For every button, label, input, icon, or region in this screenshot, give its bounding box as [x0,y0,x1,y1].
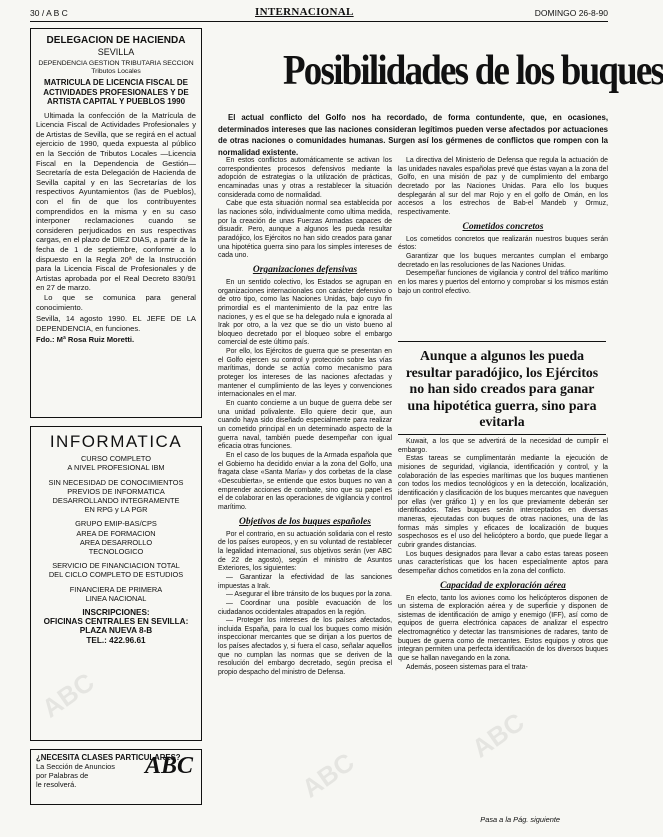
paragraph: En estos conflictos automáticamente se activan los correspondientes procesos defensivos mediante la adopción de estrategias o la utilización de prácticas, encaminadas unas y otras a restablecer la situación considerada como de normalidad. [218,157,392,199]
ad-line: TECNOLOGICO [88,547,144,557]
ad-line: LINEA NACIONAL [85,593,147,603]
paragraph: — Garantizar la efectividad de las sanciones impuestas a Irak. [218,573,392,590]
section-heading: Organizaciones defensivas [252,264,358,275]
page-date: DOMINGO 26-8-90 [534,8,608,18]
ad-line: PREVIOS DE INFORMATICA [67,486,165,496]
section-heading: Capacidad de exploración aérea [440,580,566,591]
paragraph: Los buques designados para llevar a cabo estas tareas poseen unas características que los hacen especialmente aptos para desempeñar dichos cometidos en la zona del conflicto. [398,550,608,575]
ad-line: AREA DESARROLLO [79,537,153,547]
paragraph: Por ello, los Ejércitos de guerra que se presentan en el Golfo ejercen su control y protección sobre las vías marítimas, donde se actúa como mecanismo para proteger los intereses de las naciones afectadas y mantener el cumplimiento de las leyes y convenciones internacionales en el mar. [218,348,392,399]
notice-subheading: DEPENDENCIA GESTION TRIBUTARIA SECCION Tributos Locales [38,60,194,76]
header-rule [30,21,608,22]
paragraph: Estas tareas se cumplimentarán mediante la ejecución de misiones de seguridad, vigilancia, identificación y control, y la colaboración de las especies marítimas que los buques mantienen con todos los medios tecnológicos y en la detección, localización, identificación y clasificación de los buques mercantes que naveguen por ellas (ver gráfico 1) y en los que previamente deberán ser identificados. Tales buques serán interceptados en diversas maneras, ejecutadas con buques de otras naciones, una de las formas más simples y eficaces de localización de buques sospechosos es el uso del helicóptero a bordo, que puede llegar a cubrir grandes distancias. [398,455,608,549]
clasificados-line3: por Palabras de [36,771,89,780]
ad-line: SIN NECESIDAD DE CONOCIMIENTOS [48,477,184,487]
notice-signer: Fdo.: Mª Rosa Ruiz Moretti. [36,335,135,345]
paragraph: Además, poseen sistemas para el trata- [406,663,528,671]
paragraph: En un sentido colectivo, los Estados se agrupan en organizaciones internacionales con carácter defensivo o de otro tipo, como las Naciones Unidas, bajo cuyo fin primordial es el mantenimiento de la paz entre las naciones, y es el que se ha delegado nula e ignorada al Irak por otro, a la vez que se dio un visto bueno al bloqueo decretado por el bloqueo sobre el embargo comercial de este último país. [218,278,392,347]
section-heading: Objetivos de los buques españoles [239,516,371,527]
continued-note: Pasa a la Pág. siguiente [480,815,560,824]
section-heading: Cometidos concretos [462,221,544,232]
notice-heading: MATRICULA DE LICENCIA FISCAL DE ACTIVIDADES PROFESIONALES Y DE ARTISTA CAPITAL Y PUEBLOS 1990 [43,78,189,107]
ad-line: GRUPO EMIP-BAS/CPS [75,519,157,529]
notice-signature: Sevilla, 14 agosto 1990. EL JEFE DE LA DEPENDENCIA, en funciones. [36,314,196,333]
paragraph: Por el contrario, en su actuación solidaria con el resto de los países europeos, y en su voluntad de restablecer la legalidad internacional, sus objetivos serán (ver ABC de 22 de agosto), según el ministro de Asuntos Exteriores, los siguientes: [218,530,392,573]
ad-line: DEL CICLO COMPLETO DE ESTUDIOS [48,570,184,580]
phone: TEL.: 422.96.61 [86,635,146,645]
informatica-ad [30,426,202,741]
notice-closing: Lo que se comunica para general conocimiento. [36,292,196,312]
watermark: ABC [36,666,100,724]
clasificados-line2: La Sección de Anuncios [36,762,115,771]
hacienda-notice [30,28,202,418]
ad-line: A NIVEL PROFESIONAL IBM [67,463,165,473]
notice-body: Ultimada la confección de la Matrícula de Licencia Fiscal de Actividades Profesionales y de Artistas de Sevilla, que se regirá en el actual ejercicio de 1990, queda expuesta al público en la Sección de Tributos Locales —Licencia Fiscal en la Dependencia de Gestión— Secretaría de esta Delegación de Hacienda de Sevilla capital y en las Secretarías de los respectivos Ayuntamientos (las de Pueblos), con el fin de que los contribuyentes comprendidos en la misma y en su caso interponer reclamaciones cuando se consideren perjudicados en sus respectivas cargas, en el plazo de DIEZ DIAS, a partir de la fecha de 1 de septiembre, conforme a lo dispuesto en la Regla 20ª de la Instrucción para la Licencia Fiscal de Profesionales y de Artistas aprobada por el Real Decreto 830/91 en 27 de marzo. [36,110,196,293]
ad-line: DESARROLLANDO INTEGRAMENTE [52,496,180,506]
paragraph: La directiva del Ministerio de Defensa que regula la actuación de las unidades navales españolas prevé que éstas vayan a la zona del Golfo, en una misión de paz y de cumplimiento del embargo decretado por las Naciones Unidas. Para ello los buques desplegarán al sur del mar Rojo y en el golfo de Omán, en los accesos a los estrechos de Bab-el Mandeb y Ormuz, respectivamente. [398,157,608,216]
paragraph: Los cometidos concretos que realizarán nuestros buques serán éstos: [398,235,608,252]
page-header [30,6,608,20]
article-lead: El actual conflicto del Golfo nos ha recordado, de forma contundente, que, en ocasiones, determinados intereses que las naciones consideran legítimos pueden verse afectados por actuaciones de otras naciones o comunidades humanas. Surgen así los gérmenes de conflictos que rompen con la normalidad existente. [218,113,608,157]
informatica-title: INFORMATICA [49,432,183,451]
inscriptions-label: INSCRIPCIONES: [82,608,150,618]
paragraph: En efecto, tanto los aviones como los helicópteros disponen de un sistema de exploración aérea y de superficie y disponen de sistemas de identificación de amigo y enemigo (IFF), así como de equipos de guerra electrónica capaces de analizar el espectro electromagnético y detectar las transmisiones de radares, tanto de buques de guerra como de mercantes. Estos equipos y otros que integran permiten una perfecta identificación de los diversos buques que se hallan navegando en la zona. [398,594,608,663]
paragraph: — Asegurar el libre tránsito de los buques por la zona. [226,591,392,599]
section-title: INTERNACIONAL [255,6,354,18]
ad-line: EN RPG y LA PGR [84,505,148,515]
paragraph: Garantizar que los buques mercantes cumplan el embargo decretado en las resoluciones de las Naciones Unidas. [398,252,608,269]
clasificados-line1: ¿NECESITA CLASES PARTICULARES? [36,753,181,762]
paragraph: Desempeñar funciones de vigilancia y control del tráfico marítimo en los mares y puertos del entorno y comprobar si los mismos están bajo un control efectivo. [398,270,608,295]
article-column-2-top [398,157,608,337]
notice-city: SEVILLA [97,46,135,57]
offices-label: OFICINAS CENTRALES EN SEVILLA: [43,617,189,627]
ad-line: AREA DE FORMACION [76,528,156,538]
paragraph: En el caso de los buques de la Armada española que el Gobierno ha decidido enviar a la zona del Golfo, una fragata clase «Santa María» y dos corbetas de la clase «Descubierta», se entiende que estos buques no van a emprender acciones de combate, sino que su papel es el de colaborar en las operaciones de vigilancia y control marítimo. [218,452,392,511]
watermark: ABC [296,746,360,804]
abc-logo: ABC [144,753,193,779]
article-headline: Posibilidades de los buques [283,47,663,95]
paragraph: Cabe que esta situación normal sea establecida por las naciones sólo, individualmente como ultima medida, por la creación de unas Fuerzas Armadas capaces de disuadir. Pero, aunque a algunos les pueda resultar paradójico, los Ejércitos no han sido creados para ganar una hipotética guerra sino para los simples intereses de cada uno. [218,200,392,260]
left-column [30,28,202,805]
ad-line: FINANCIERA DE PRIMERA [69,584,163,594]
informatica-lines [36,454,196,603]
article-column-1 [218,157,392,817]
ad-line: CURSO COMPLETO [80,454,152,464]
page-label: 30 / A B C [30,8,68,18]
article-column-2-bottom [398,438,608,818]
paragraph: — Proteger los intereses de los países afectados, incluida España, para lo cual los buques como misión inspeccionar mercantes que se dirijan a los puertos de los países afectados y, si fuera el caso, señalar aquellos que no cumplan las normas que se deriven de la resolución del embargo decretado, según precisa el propio despacho del ministro de Defensa. [218,617,392,677]
paragraph: En cuanto concierne a un buque de guerra debe ser una unidad polivalente. Ello quiere decir que, aun cuando haya sido diseñado especialmente para realizar un cometido principal en un determinado aspecto de la guerra naval, también puede desempeñar con igual eficacia otras funciones. [218,400,392,451]
address: PLAZA NUEVA 8-B [79,626,153,636]
clasificados-line4: le resolverá. [36,780,77,789]
ad-line: SERVICIO DE FINANCIACION TOTAL [52,561,180,571]
notice-title: DELEGACION DE HACIENDA [46,35,186,46]
paragraph: Kuwait, a los que se advertirá de la necesidad de cumplir el embargo. [398,438,608,454]
paragraph: — Coordinar una posible evacuación de los ciudadanos occidentales atrapados en la región. [218,599,392,616]
watermark: ABC [466,706,530,764]
pull-quote: Aunque a algunos les pueda resultar paradójico, los Ejércitos no han sido creados para ganar una hipotética guerra, sino para evitarla [398,341,606,435]
clasificados-ad [30,749,202,805]
